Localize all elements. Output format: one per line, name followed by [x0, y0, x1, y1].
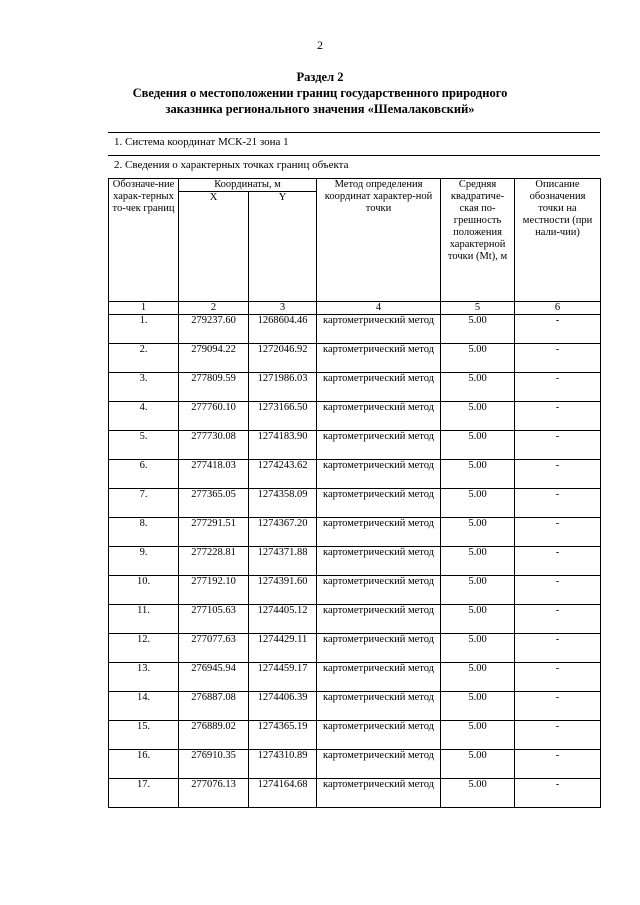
header-x: X: [179, 192, 249, 302]
column-number-row: [109, 302, 601, 315]
coordinate-system-line: 1. Система координат МСК-21 зона 1: [108, 132, 600, 154]
coord-x: 277809.59: [179, 373, 249, 402]
coord-x: 277077.63: [179, 634, 249, 663]
method-cell: картометрический метод: [317, 373, 441, 402]
coord-x: 279237.60: [179, 315, 249, 344]
description-cell: -: [515, 576, 601, 605]
table-row: [109, 605, 601, 634]
coord-x: 276945.94: [179, 663, 249, 692]
table-row: [109, 402, 601, 431]
coord-x: 277760.10: [179, 402, 249, 431]
error-cell: 5.00: [441, 750, 515, 779]
coord-x: 277365.05: [179, 489, 249, 518]
header-designation: Обозначе-ние харак-терных то-чек границ: [109, 179, 179, 302]
description-cell: -: [515, 692, 601, 721]
method-cell: картометрический метод: [317, 721, 441, 750]
error-cell: 5.00: [441, 373, 515, 402]
error-cell: 5.00: [441, 315, 515, 344]
coord-y: 1273166.50: [249, 402, 317, 431]
section-title: Раздел 2: [296, 70, 344, 84]
description-cell: -: [515, 750, 601, 779]
description-cell: -: [515, 721, 601, 750]
coord-y: 1274183.90: [249, 431, 317, 460]
error-cell: 5.00: [441, 605, 515, 634]
table-row: [109, 779, 601, 808]
coord-y: 1274391.60: [249, 576, 317, 605]
description-cell: -: [515, 663, 601, 692]
point-number: 1.: [109, 315, 179, 344]
error-cell: 5.00: [441, 547, 515, 576]
col-number: 1: [109, 302, 179, 315]
error-cell: 5.00: [441, 402, 515, 431]
point-number: 5.: [109, 431, 179, 460]
header-error: Средняя квадратиче-ская по-грешность положения характерной точки (Mt), м: [441, 179, 515, 302]
coord-x: 277418.03: [179, 460, 249, 489]
description-cell: -: [515, 315, 601, 344]
col-number: 4: [317, 302, 441, 315]
coord-y: 1271986.03: [249, 373, 317, 402]
error-cell: 5.00: [441, 344, 515, 373]
points-info-line: 2. Сведения о характерных точках границ объекта: [108, 155, 600, 177]
description-cell: -: [515, 431, 601, 460]
header-description: Описание обозначения точки на местности (при нали-чии): [515, 179, 601, 302]
error-cell: 5.00: [441, 692, 515, 721]
coord-x: 277228.81: [179, 547, 249, 576]
table-row: [109, 663, 601, 692]
method-cell: картометрический метод: [317, 605, 441, 634]
point-number: 8.: [109, 518, 179, 547]
coord-y: 1274365.19: [249, 721, 317, 750]
coord-x: 277730.08: [179, 431, 249, 460]
method-cell: картометрический метод: [317, 779, 441, 808]
table-row: [109, 750, 601, 779]
error-cell: 5.00: [441, 431, 515, 460]
point-number: 4.: [109, 402, 179, 431]
description-cell: -: [515, 344, 601, 373]
coord-x: 276910.35: [179, 750, 249, 779]
description-cell: -: [515, 518, 601, 547]
table-row: [109, 373, 601, 402]
header-method: Метод определения координат характер-ной точки: [317, 179, 441, 302]
description-cell: -: [515, 402, 601, 431]
table-row: [109, 634, 601, 663]
coord-x: 279094.22: [179, 344, 249, 373]
coord-y: 1274310.89: [249, 750, 317, 779]
method-cell: картометрический метод: [317, 750, 441, 779]
error-cell: 5.00: [441, 721, 515, 750]
coord-y: 1272046.92: [249, 344, 317, 373]
document-title-line2: заказника регионального значения «Шемалаковский»: [165, 102, 475, 116]
description-cell: -: [515, 489, 601, 518]
coord-x: 276889.02: [179, 721, 249, 750]
method-cell: картометрический метод: [317, 547, 441, 576]
error-cell: 5.00: [441, 634, 515, 663]
coord-y: 1274405.12: [249, 605, 317, 634]
point-number: 7.: [109, 489, 179, 518]
coord-y: 1274459.17: [249, 663, 317, 692]
point-number: 11.: [109, 605, 179, 634]
point-number: 13.: [109, 663, 179, 692]
method-cell: картометрический метод: [317, 315, 441, 344]
col-number: 2: [179, 302, 249, 315]
col-number: 5: [441, 302, 515, 315]
description-cell: -: [515, 605, 601, 634]
table-row: [109, 547, 601, 576]
method-cell: картометрический метод: [317, 402, 441, 431]
points-table: [108, 178, 601, 808]
document-title-line1: Сведения о местоположении границ государственного природного: [132, 86, 508, 100]
description-cell: -: [515, 460, 601, 489]
point-number: 6.: [109, 460, 179, 489]
error-cell: 5.00: [441, 518, 515, 547]
table-row: [109, 518, 601, 547]
point-number: 15.: [109, 721, 179, 750]
point-number: 3.: [109, 373, 179, 402]
table-row: [109, 692, 601, 721]
point-number: 16.: [109, 750, 179, 779]
coord-x: 277076.13: [179, 779, 249, 808]
point-number: 2.: [109, 344, 179, 373]
coord-y: 1274406.39: [249, 692, 317, 721]
table-row: [109, 489, 601, 518]
point-number: 10.: [109, 576, 179, 605]
col-number: 6: [515, 302, 601, 315]
coord-y: 1274371.88: [249, 547, 317, 576]
coord-y: 1274367.20: [249, 518, 317, 547]
description-cell: -: [515, 779, 601, 808]
point-number: 17.: [109, 779, 179, 808]
table-row: [109, 344, 601, 373]
method-cell: картометрический метод: [317, 663, 441, 692]
method-cell: картометрический метод: [317, 489, 441, 518]
coord-y: 1268604.46: [249, 315, 317, 344]
method-cell: картометрический метод: [317, 431, 441, 460]
table-row: [109, 721, 601, 750]
col-number: 3: [249, 302, 317, 315]
method-cell: картометрический метод: [317, 576, 441, 605]
point-number: 12.: [109, 634, 179, 663]
description-cell: -: [515, 634, 601, 663]
table-row: [109, 576, 601, 605]
coord-y: 1274358.09: [249, 489, 317, 518]
header-coordinates: Координаты, м: [179, 179, 317, 192]
point-number: 9.: [109, 547, 179, 576]
error-cell: 5.00: [441, 663, 515, 692]
coord-x: 277192.10: [179, 576, 249, 605]
coord-x: 277105.63: [179, 605, 249, 634]
method-cell: картометрический метод: [317, 518, 441, 547]
description-cell: -: [515, 373, 601, 402]
method-cell: картометрический метод: [317, 692, 441, 721]
coord-y: 1274243.62: [249, 460, 317, 489]
error-cell: 5.00: [441, 460, 515, 489]
coord-x: 277291.51: [179, 518, 249, 547]
coord-y: 1274429.11: [249, 634, 317, 663]
table-row: [109, 460, 601, 489]
point-number: 14.: [109, 692, 179, 721]
page-number: 2: [317, 38, 323, 52]
error-cell: 5.00: [441, 779, 515, 808]
error-cell: 5.00: [441, 576, 515, 605]
method-cell: картометрический метод: [317, 634, 441, 663]
method-cell: картометрический метод: [317, 460, 441, 489]
header-y: Y: [249, 192, 317, 302]
table-row: [109, 315, 601, 344]
method-cell: картометрический метод: [317, 344, 441, 373]
table-row: [109, 431, 601, 460]
error-cell: 5.00: [441, 489, 515, 518]
coord-y: 1274164.68: [249, 779, 317, 808]
description-cell: -: [515, 547, 601, 576]
coord-x: 276887.08: [179, 692, 249, 721]
